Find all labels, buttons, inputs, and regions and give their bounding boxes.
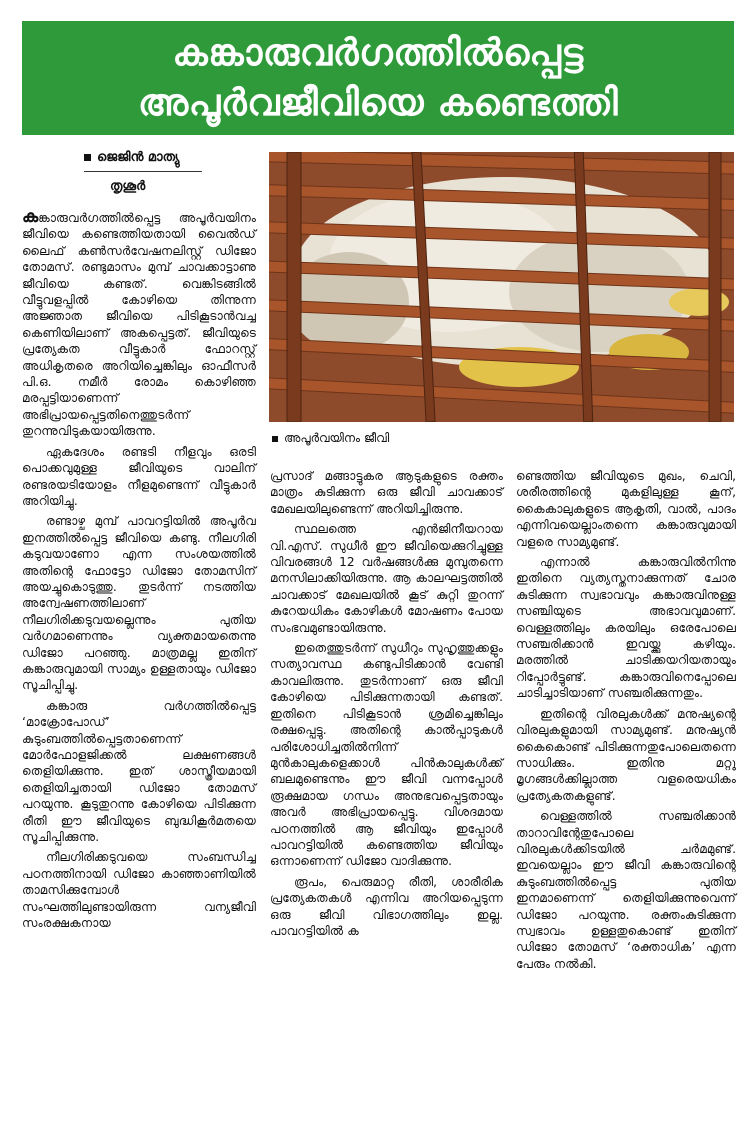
byline-divider [84, 171, 202, 172]
paragraph: ഏകദേശം രണ്ടടി നീളവും ഒരടി പൊക്കവുമുള്ള ജീവിയുടെ വാലിന് രണ്ടരയടിയോളം നീളമുണ്ടെന്ന് വീട്ടുകാർ അറിയിച്ചു. [22, 444, 256, 508]
paragraph: പ്രസാദ് മങ്ങാട്ടുകര ആടുകളുടെ രക്തം മാത്രം കുടിക്കുന്ന ഒരു ജീവി ചാവക്കാട് മേഖലയിലുണ്ടെന്ന് അറിയിച്ചിരുന്നു. [270, 469, 503, 516]
animal-photo [269, 152, 734, 422]
article-column-1 [22, 209, 256, 935]
headline-line-2: അപൂർവജീവിയെ കണ്ടെത്തി [137, 81, 619, 124]
dateline-place: തൃശൂർ [110, 179, 146, 194]
paragraph: നീലഗിരിക്കടുവയെ സംബന്ധിച്ച പഠനത്തിനായി ഡിജോ കാഞ്ഞാണിയിൽ താമസിക്കുമ്പോൾ സംഘത്തിലുണ്ടായിരുന്ന വന്യജീവി സംരക്ഷകനായ [22, 850, 256, 931]
paragraph: രൂപം, പെരുമാറ്റ രീതി, ശാരീരിക പ്രത്യേകതകൾ എന്നിവ അറിയപ്പെടുന്ന ഒരു ജീവി വിഭാഗത്തിലും ഇല്ല. പാവറട്ടിയിൽ ക [270, 874, 503, 938]
paragraph: രണ്ടാഴ്ച മുമ്പ് പാവറട്ടിയിൽ അപൂർവ ഇനത്തിൽപ്പെട്ട ജീവിയെ കണ്ടു. നീലഗിരി കടുവയാണോ എന്ന സംശയത്തിൽ അതിന്റെ ഫോട്ടോ ഡിജോ തോമസിന് അയച്ചുകൊടുത്തു. തുടർന്ന് നടത്തിയ അന്വേഷണത്തിലാണ് നീലഗിരിക്കടുവയല്ലെന്നും പുതിയ വർഗമാണെന്നും വ്യക്തമായതെന്നു ഡിജോ പറഞ്ഞു. മാത്രമല്ല ഇതിന് കങ്കാരുവുമായി സാമ്യം ഉള്ളതായും ഡിജോ സൂചിപ്പിച്ചു. [22, 514, 256, 693]
bullet-square-icon [272, 436, 278, 442]
paragraph: എന്നാൽ കങ്കാരുവിൽനിന്നു ഇതിനെ വ്യത്യസ്തനാക്കുന്നത് ചോര കുടിക്കുന്ന സ്വഭാവവും കങ്കാരുവിനുള്ള സഞ്ചിയുടെ അഭാവവുമാണ്. വെള്ളത്തിലും കരയിലും ഒരേപോലെ സഞ്ചരിക്കാൻ ഇവയ്ക്കു കഴിയും. മരത്തിൽ ചാടിക്കയറിയതായും റിപ്പോർട്ടുണ്ട്. കങ്കാരുവിനെപ്പോലെ ചാടിച്ചാടിയാണ് സഞ്ചരിക്കുന്നതും. [516, 555, 736, 701]
paragraph: ണ്ടെത്തിയ ജീവിയുടെ മുഖം, ചെവി, ശരീരത്തിന്റെ മുകളിലുള്ള കൂന്, കൈകാലുകളുടെ ആകൃതി, വാൽ, പാദം എന്നിവയെല്ലാംതന്നെ കങ്കാരുവുമായി വളരെ സാമ്യമുണ്ട്. [516, 469, 736, 549]
author-name: ജെജിൻ മാത്യു [97, 150, 180, 165]
headline-banner [22, 21, 734, 135]
paragraph-text: ങ്കാരുവർഗത്തിൽപ്പെട്ട അപൂർവയിനം ജീവിയെ കണ്ടെത്തിയതായി വൈൽഡ് ലൈഫ് കൺസർവേഷനലിസ്റ്റ് ഡിജോ തോമസ്. രണ്ടുമാസം മുമ്പ് ചാവക്കാട്ടാണു ജീവിയെ കണ്ടത്. വെങ്കിടങ്ങിൽ വീട്ടുവളപ്പിൽ കോഴിയെ തിന്നുന്ന അജ്ഞാത ജീവിയെ പിടികൂടാൻവച്ച കെണിയിലാണ് അകപ്പെട്ടത്. ജീവിയുടെ പ്രത്യേകത വീട്ടുകാർ ഫോറസ്റ്റ് അധികൃതരെ അറിയിച്ചെങ്കിലും ഓഫീസർ പി.ഒ. നമീർ രോമം കൊഴിഞ്ഞ മരപ്പട്ടിയാണെന്ന് അഭിപ്രായപ്പെട്ടതിനെത്തുടർന്ന് തുറന്നുവിടുകയായിരുന്നു. [22, 211, 256, 439]
paragraph: ഇതിന്റെ വിരലുകൾക്ക് മനുഷ്യന്റെ വിരലുകളുമായി സാമ്യമുണ്ട്. മനുഷ്യൻ കൈകൊണ്ട് പിടിക്കുന്നതുപോലെതന്നെ സാധിക്കും. ഇതിനു മറ്റു മൃഗങ്ങൾക്കില്ലാത്ത വളരെയധികം പ്രത്യേകതകളുണ്ട്. [516, 706, 736, 803]
paragraph: ഇതെത്തുടർന്ന് സുധീറും സുഹൃത്തുക്കളും സത്യാവസ്ഥ കണ്ടുപിടിക്കാൻ വേണ്ടി കാവലിരുന്നു. തുടർന്നാണ് ഒരു ജീവി കോഴിയെ പിടിക്കുന്നതായി കണ്ടത്. ഇതിനെ പിടികൂടാൻ ശ്രമിച്ചെങ്കിലും രക്ഷപ്പെട്ടു. അതിന്റെ കാൽപ്പാടുകൾ പരിശോധിച്ചതിൽനിന്ന് മുൻകാലുകളെക്കാൾ പിൻകാലുകൾക്ക് ബലമുണ്ടെന്നും ഈ ജീവി വന്നപ്പോൾ രൂക്ഷമായ ഗന്ധം അനുഭവപ്പെട്ടതായും അവർ അഭിപ്രായപ്പെട്ടു. വിശദമായ പഠനത്തിൽ ആ ജീവിയും ഇപ്പോൾ പാവറട്ടിയിൽ കണ്ടെത്തിയ ജീവിയും ഒന്നാണെന്ന് ഡിജോ വാദിക്കുന്നു. [270, 641, 503, 869]
caged-animal-image [269, 152, 734, 422]
drop-cap: ക [22, 207, 39, 227]
article-column-3 [516, 468, 736, 976]
photo-caption [272, 430, 389, 446]
photo-caption-text: അപൂർവയിനം ജീവി [284, 431, 390, 445]
paragraph: വെള്ളത്തിൽ സഞ്ചരിക്കാൻ താറാവിന്റേതുപോലെ വിരലുകൾക്കിടയിൽ ചർമമുണ്ട്. ഇവയെല്ലാം ഈ ജീവി കങ്കാരുവിന്റെ കുടുംബത്തിൽപ്പെട്ട പുതിയ ഇനമാണെന്ന് തെളിയിക്കുന്നുവെന്ന് ഡിജോ പറയുന്നു. രക്തംകുടിക്കുന്ന സ്വഭാവം ഉള്ളതുകൊണ്ട് ഇതിന് ഡിജോ തോമസ് ‘രക്താധിക’ എന്ന പേരും നൽകി. [516, 809, 736, 971]
headline-line-1: കങ്കാരുവർഗത്തിൽപ്പെട്ട [172, 31, 584, 74]
paragraph [22, 209, 256, 440]
bullet-square-icon [84, 154, 91, 161]
article-column-2 [270, 468, 503, 943]
paragraph: കങ്കാരു വർഗത്തിൽപ്പെട്ട ‘മാക്രോപോഡ്’ കുടുംബത്തിൽപ്പെട്ടതാണെന്ന് മോർഫോളജിക്കൽ ലക്ഷണങ്ങൾ തെളിയിക്കുന്നു. ഇത് ശാസ്ത്രീയമായി തെളിയിച്ചതായി ഡിജോ തോമസ് പറയുന്നു. കൂടുതുറന്നു കോഴിയെ പിടിക്കുന്ന രീതി ഈ ജീവിയുടെ ബുദ്ധികൂർമതയെ സൂചിപ്പിക്കുന്നു. [22, 698, 256, 845]
byline [84, 149, 204, 196]
paragraph: സ്ഥലത്തെ എൻജിനീയറായ വി.എസ്. സുധീർ ഈ ജീവിയെക്കുറിച്ചുള്ള വിവരങ്ങൾ 12 വർഷങ്ങൾക്കു മുമ്പുതന്നെ മനസിലാക്കിയിരുന്നു. ആ കാലഘട്ടത്തിൽ ചാവക്കാട് മേഖലയിൽ കൂട് കുറ്റി തുറന്ന് കുറേയധികം കോഴികൾ മോഷണം പോയ സംഭവമുണ്ടായിരുന്നു. [270, 522, 503, 635]
